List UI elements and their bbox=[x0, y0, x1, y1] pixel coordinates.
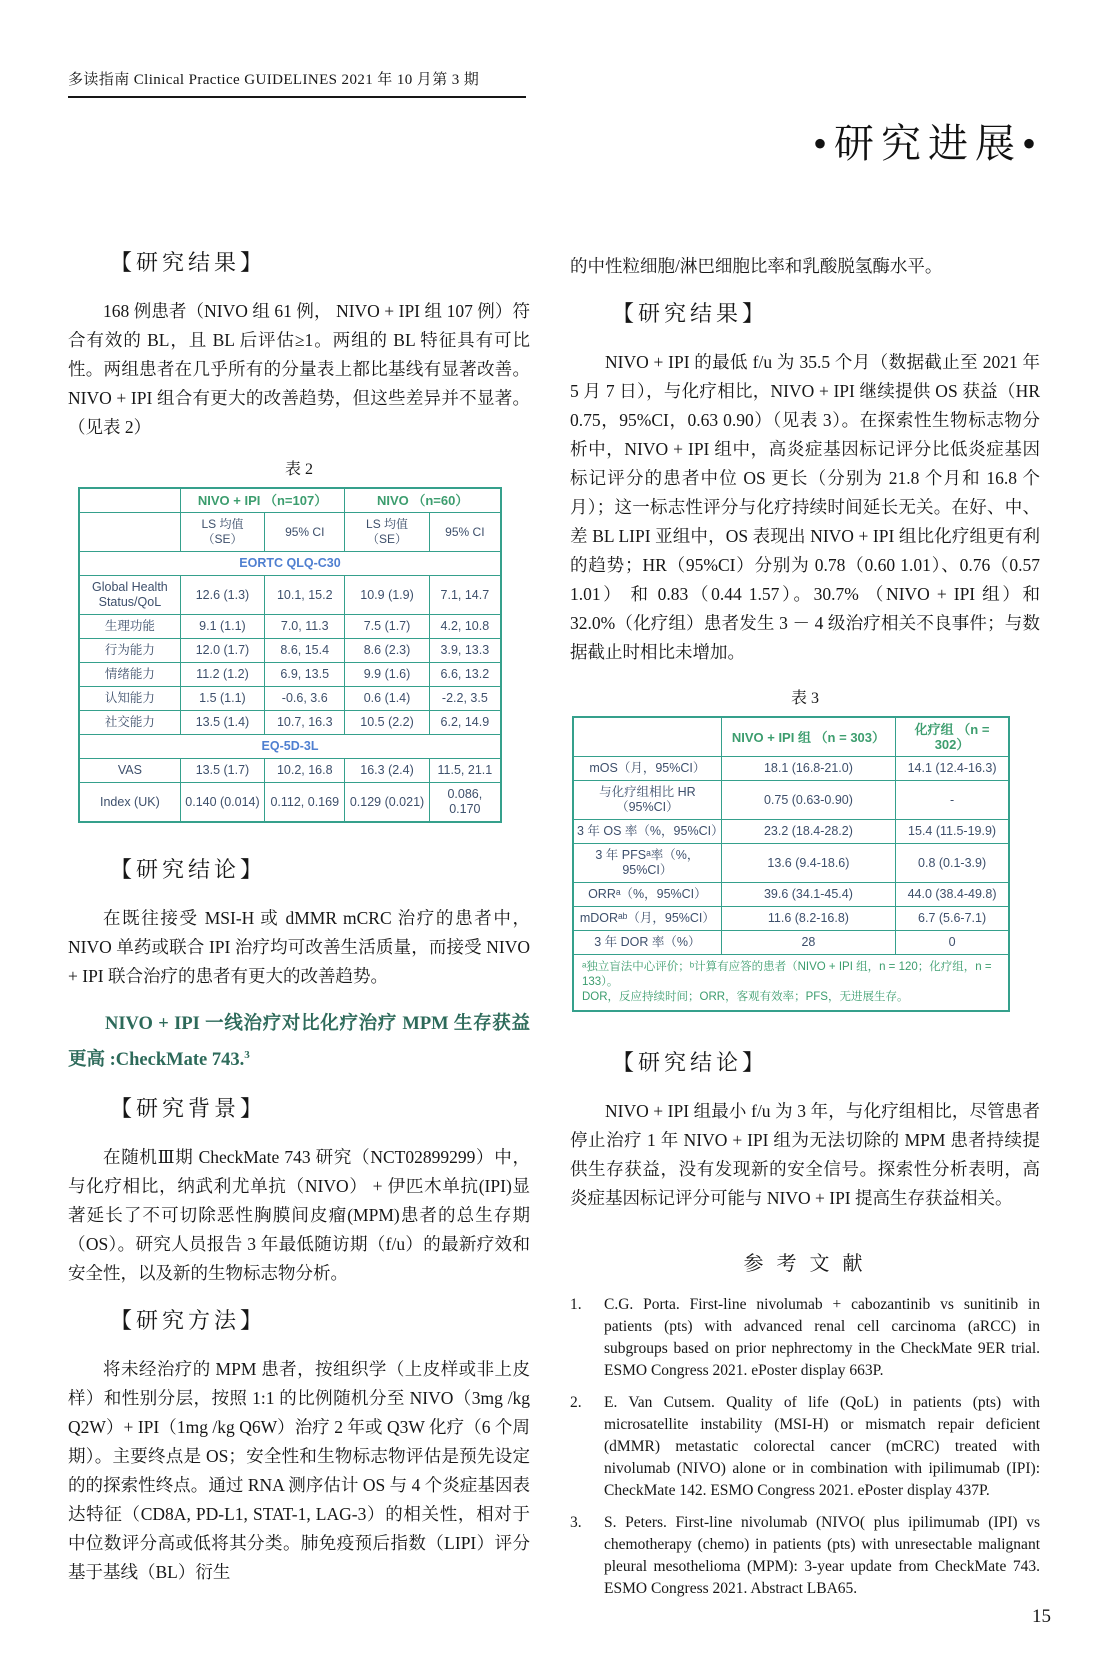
table2-sub-header-row bbox=[79, 513, 501, 552]
cell-value: 0.140 (0.014) bbox=[180, 783, 264, 823]
table-row bbox=[573, 907, 1009, 931]
cell-value: 10.9 (1.9) bbox=[345, 576, 429, 615]
row-label: Index (UK) bbox=[79, 783, 180, 823]
cell-value: 11.6 (8.2-16.8) bbox=[721, 907, 895, 931]
table-row bbox=[79, 576, 501, 615]
table3-group-header-row bbox=[573, 717, 1009, 757]
cell-value: 3.9, 13.3 bbox=[429, 639, 501, 663]
cell-value: 12.6 (1.3) bbox=[180, 576, 264, 615]
references-heading: 参 考 文 献 bbox=[743, 1253, 867, 1275]
table-row bbox=[79, 615, 501, 639]
cell-value: 23.2 (18.4-28.2) bbox=[721, 820, 895, 844]
results-heading-2: 【研究结果】 bbox=[612, 301, 769, 326]
cell-value: 7.0, 11.3 bbox=[265, 615, 345, 639]
cell-value: 13.5 (1.4) bbox=[180, 711, 264, 735]
headline-superscript: 3 bbox=[244, 1049, 250, 1061]
reference-item bbox=[570, 1512, 1040, 1600]
cell-value: 0.086, 0.170 bbox=[429, 783, 501, 823]
table2 bbox=[78, 487, 502, 823]
reference-item bbox=[570, 1294, 1040, 1382]
cell-value: 7.1, 14.7 bbox=[429, 576, 501, 615]
cell-value: 6.6, 13.2 bbox=[429, 663, 501, 687]
row-label: 认知能力 bbox=[79, 687, 180, 711]
table3-group-header: 化疗组 （n = 302） bbox=[896, 717, 1009, 757]
table2-sub-header: 95% CI bbox=[265, 513, 345, 552]
row-label: mOS（月，95%CI） bbox=[573, 757, 721, 781]
table2-caption: 表 2 bbox=[284, 461, 313, 478]
article-headline bbox=[68, 1009, 530, 1076]
cell-value: 4.2, 10.8 bbox=[429, 615, 501, 639]
table-row bbox=[573, 931, 1009, 955]
conclusion-heading-2: 【研究结论】 bbox=[612, 1050, 769, 1075]
table2-section-label: EQ-5D-3L bbox=[79, 735, 501, 759]
continuation-line: 的中性粒细胞/淋巴细胞比率和乳酸脱氢酶水平。 bbox=[570, 256, 943, 276]
table-row bbox=[573, 844, 1009, 883]
table3-group-header: NIVO + IPI 组 （n = 303） bbox=[721, 717, 895, 757]
table-row bbox=[79, 639, 501, 663]
row-label: VAS bbox=[79, 759, 180, 783]
cell-value: 39.6 (34.1-45.4) bbox=[721, 883, 895, 907]
cell-value: 6.9, 13.5 bbox=[265, 663, 345, 687]
table3-footnote-row bbox=[573, 955, 1009, 1012]
cell-value: 0.129 (0.021) bbox=[345, 783, 429, 823]
cell-value: 7.5 (1.7) bbox=[345, 615, 429, 639]
section-banner: •研究进展• bbox=[812, 121, 1043, 166]
references-list bbox=[570, 1294, 1040, 1600]
results-heading-1: 【研究结果】 bbox=[110, 250, 267, 275]
cell-value: 8.6, 15.4 bbox=[265, 639, 345, 663]
conclusion-heading-1: 【研究结论】 bbox=[110, 857, 267, 882]
table3 bbox=[572, 716, 1010, 1012]
journal-header: 多读指南 Clinical Practice GUIDELINES 2021 年 10 月第 3 期 bbox=[68, 68, 526, 98]
table3-caption: 表 3 bbox=[790, 690, 819, 707]
cell-value: 13.5 (1.7) bbox=[180, 759, 264, 783]
row-label: 生理功能 bbox=[79, 615, 180, 639]
table2-sub-header: 95% CI bbox=[429, 513, 501, 552]
table-row bbox=[573, 781, 1009, 820]
reference-number: 3. bbox=[570, 1514, 582, 1531]
row-label: ORRᵃ（%，95%CI） bbox=[573, 883, 721, 907]
cell-value: 14.1 (12.4-16.3) bbox=[896, 757, 1009, 781]
table-row bbox=[573, 757, 1009, 781]
cell-value: 0.6 (1.4) bbox=[345, 687, 429, 711]
cell-value: 0.8 (0.1-3.9) bbox=[896, 844, 1009, 883]
table-row bbox=[79, 783, 501, 823]
cell-value: 9.9 (1.6) bbox=[345, 663, 429, 687]
background-paragraph: 在随机Ⅲ期 CheckMate 743 研究（NCT02899299）中，与化疗相比，纳武利尤单抗（NIVO） + 伊匹木单抗(IPI)显著延长了不可切除恶性胸膜间皮瘤(MPM)患者的总生存期（OS）。研究人员报告 3 年最低随访期（f/u）的最新疗效和安全性，以及新的生物标志物分析。 bbox=[68, 1147, 530, 1284]
headline-text: NIVO + IPI 一线治疗对比化疗治疗 MPM 生存获益更高 :CheckMate 743. bbox=[68, 1014, 530, 1071]
left-column bbox=[68, 246, 530, 1593]
table-row bbox=[79, 663, 501, 687]
cell-value: -0.6, 3.6 bbox=[265, 687, 345, 711]
cell-value: 13.6 (9.4-18.6) bbox=[721, 844, 895, 883]
table2-group-header: NIVO （n=60） bbox=[345, 488, 501, 513]
table2-section-label: EORTC QLQ-C30 bbox=[79, 552, 501, 576]
table2-section-row bbox=[79, 735, 501, 759]
row-label: 行为能力 bbox=[79, 639, 180, 663]
cell-value: 1.5 (1.1) bbox=[180, 687, 264, 711]
cell-value: 10.7, 16.3 bbox=[265, 711, 345, 735]
cell-value: 6.2, 14.9 bbox=[429, 711, 501, 735]
reference-item bbox=[570, 1392, 1040, 1502]
table2-section-row bbox=[79, 552, 501, 576]
cell-value: - bbox=[896, 781, 1009, 820]
cell-value: 10.5 (2.2) bbox=[345, 711, 429, 735]
cell-value: 10.1, 15.2 bbox=[265, 576, 345, 615]
methods-paragraph: 将未经治疗的 MPM 患者，按组织学（上皮样或非上皮样）和性别分层，按照 1:1 的比例随机分至 NIVO（3mg /kg Q2W）+ IPI（1mg /kg Q6W）治疗 2 年或 Q3W 化疗（6 个周期）。主要终点是 OS；安全性和生物标志物评估是预先设定的的探索性终点。通过 RNA 测序估计 OS 与 4 个炎症基因表达特征（CD8A, PD-L1, STAT-1, LAG-3）的相关性，相对于中位数评分高或低将其分类。肺免疫预后指数（LIPI）评分基于基线（BL）衍生 bbox=[68, 1359, 530, 1583]
table-row bbox=[573, 820, 1009, 844]
table3-footnote-line2: DOR，反应持续时间；ORR，客观有效率；PFS，无进展生存。 bbox=[582, 991, 909, 1003]
table-row bbox=[79, 687, 501, 711]
table2-sub-header: LS 均值 （SE） bbox=[180, 513, 264, 552]
table-row bbox=[79, 759, 501, 783]
row-label: mDORᵃᵇ（月，95%CI） bbox=[573, 907, 721, 931]
table2-sub-header: LS 均值 （SE） bbox=[345, 513, 429, 552]
cell-value: 6.7 (5.6-7.1) bbox=[896, 907, 1009, 931]
cell-value: 16.3 (2.4) bbox=[345, 759, 429, 783]
background-heading: 【研究背景】 bbox=[110, 1096, 267, 1122]
cell-value: -2.2, 3.5 bbox=[429, 687, 501, 711]
row-label: 3 年 OS 率（%，95%CI） bbox=[573, 820, 721, 844]
empty-cell bbox=[79, 488, 180, 513]
table3-footnote bbox=[573, 955, 1009, 1012]
cell-value: 0 bbox=[896, 931, 1009, 955]
table2-group-header: NIVO + IPI （n=107） bbox=[180, 488, 345, 513]
cell-value: 18.1 (16.8-21.0) bbox=[721, 757, 895, 781]
row-label: 与化疗组相比 HR（95%CI） bbox=[573, 781, 721, 820]
right-column bbox=[570, 246, 1040, 1610]
cell-value: 0.75 (0.63-0.90) bbox=[721, 781, 895, 820]
reference-text: C.G. Porta. First-line nivolumab + cabozantinib vs sunitinib in patients (pts) with advanced renal cell carcinoma (aRCC) in subgroups based on prior nephrectomy in the CheckMate 9ER trial. ESMO Congress 2021. ePoster display 663P. bbox=[604, 1296, 1040, 1379]
page-number: 15 bbox=[1032, 1606, 1051, 1627]
table2-group-header-row bbox=[79, 488, 501, 513]
row-label: 情绪能力 bbox=[79, 663, 180, 687]
cell-value: 28 bbox=[721, 931, 895, 955]
row-label: Global Health Status/QoL bbox=[79, 576, 180, 615]
cell-value: 9.1 (1.1) bbox=[180, 615, 264, 639]
cell-value: 11.5, 21.1 bbox=[429, 759, 501, 783]
row-label: 3 年 PFSᵃ率（%，95%CI） bbox=[573, 844, 721, 883]
results-paragraph-1: 168 例患者（NIVO 组 61 例， NIVO + IPI 组 107 例）符合有效的 BL，且 BL 后评估≥1。两组的 BL 特征具有可比性。两组患者在几乎所有的分量表上都比基线有显著改善。NIVO + IPI 组合有更大的改善趋势，但这些差异并不显著。（见表 2） bbox=[68, 301, 530, 437]
cell-value: 44.0 (38.4-49.8) bbox=[896, 883, 1009, 907]
row-label: 社交能力 bbox=[79, 711, 180, 735]
table-row bbox=[79, 711, 501, 735]
reference-text: E. Van Cutsem. Quality of life (QoL) in patients (pts) with microsatellite instability (MSI-H) or mismatch repair deficient (dMMR) metastatic colorectal cancer (mCRC) treated with nivolumab (NIVO) alone or in combination with ipilimumab (IPI): CheckMate 142. ESMO Congress 2021. ePoster display 437P. bbox=[604, 1394, 1040, 1499]
cell-value: 0.112, 0.169 bbox=[265, 783, 345, 823]
table-row bbox=[573, 883, 1009, 907]
conclusion-paragraph-1: 在既往接受 MSI-H 或 dMMR mCRC 治疗的患者中，NIVO 单药或联合 IPI 治疗均可改善生活质量，而接受 NIVO + IPI 联合治疗的患者有更大的改善趋势。 bbox=[68, 908, 530, 986]
cell-value: 10.2, 16.8 bbox=[265, 759, 345, 783]
cell-value: 12.0 (1.7) bbox=[180, 639, 264, 663]
reference-number: 2. bbox=[570, 1394, 582, 1411]
reference-number: 1. bbox=[570, 1296, 582, 1313]
methods-heading: 【研究方法】 bbox=[110, 1308, 267, 1334]
conclusion-paragraph-2: NIVO + IPI 组最小 f/u 为 3 年，与化疗组相比，尽管患者停止治疗 1 年 NIVO + IPI 组为无法切除的 MPM 患者持续提供生存获益，没有发现新的安全信号。探索性分析表明，高炎症基因标记评分可能与 NIVO + IPI 提高生存获益相关。 bbox=[570, 1101, 1040, 1208]
empty-cell bbox=[573, 717, 721, 757]
row-label: 3 年 DOR 率（%） bbox=[573, 931, 721, 955]
results-paragraph-2: NIVO + IPI 的最低 f/u 为 35.5 个月（数据截止至 2021 年 5 月 7 日），与化疗相比，NIVO + IPI 继续提供 OS 获益（HR 0.75，95%CI，0.63 0.90）（见表 3）。在探索性生物标志物分析中，NIVO + IPI 组中，高炎症基因标记评分比低炎症基因标记评分的患者中位 OS 更长（分别为 21.8 个月和 16.8 个月）；这一标志性评分与化疗持续时间延长无关。在好、中、差 BL LIPI 亚组中，OS 表现出 NIVO + IPI 组比化疗组更有利的趋势；HR（95%CI）分别为 0.78（0.60 1.01）、0.76（0.57 1.01） 和 0.83（0.44 1.57）。30.7% （NIVO + IPI 组）和 32.0%（化疗组）患者发生 3 － 4 级治疗相关不良事件；与数据截止时相比未增加。 bbox=[570, 352, 1040, 662]
cell-value: 8.6 (2.3) bbox=[345, 639, 429, 663]
cell-value: 11.2 (1.2) bbox=[180, 663, 264, 687]
cell-value: 15.4 (11.5-19.9) bbox=[896, 820, 1009, 844]
reference-text: S. Peters. First-line nivolumab (NIVO( plus ipilimumab (IPI) vs chemotherapy (chemo) in patients (pts) with unresectable malignant pleural mesothelioma (MPM): 3-year update from CheckMate 743. ESMO Congress 2021. Abstract LBA65. bbox=[604, 1514, 1040, 1597]
table3-footnote-line1: ᵃ独立盲法中心评价；ᵇ计算有应答的患者（NIVO + IPI 组，n = 120；化疗组，n = 133）。 bbox=[582, 961, 992, 988]
empty-cell bbox=[79, 513, 180, 552]
